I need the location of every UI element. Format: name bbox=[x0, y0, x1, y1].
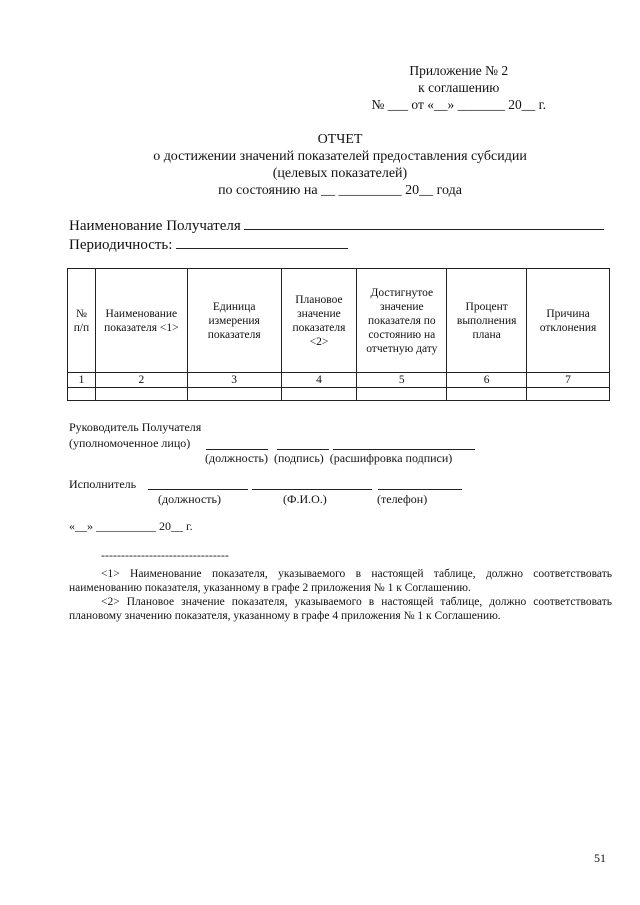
empty-cell bbox=[357, 388, 447, 401]
number-cell: 2 bbox=[95, 373, 187, 388]
table-header-row bbox=[68, 269, 610, 373]
header-cell: Достигнутое значение показателя по состоянию на отчетную дату bbox=[357, 269, 447, 373]
recipient-field bbox=[69, 216, 604, 235]
head-signature-line bbox=[277, 449, 329, 450]
empty-cell bbox=[281, 388, 357, 401]
recipient-underline bbox=[244, 216, 604, 230]
header-cell: Наименование показателя <1> bbox=[95, 269, 187, 373]
recipient-label: Наименование Получателя bbox=[69, 218, 241, 234]
number-cell: 7 bbox=[527, 373, 610, 388]
header-cell: Единица измерения показателя bbox=[187, 269, 281, 373]
appendix-line-1: Приложение № 2 bbox=[409, 63, 509, 78]
periodicity-label: Периодичность: bbox=[69, 237, 173, 253]
number-cell: 6 bbox=[447, 373, 527, 388]
date-line: «__» __________ 20__ г. bbox=[69, 519, 193, 533]
page-number: 51 bbox=[594, 851, 606, 865]
number-cell: 1 bbox=[68, 373, 96, 388]
footnote-2: <2> Плановое значение показателя, указываемого в настоящей таблице, должно соответствовать плановому значению показателя, указанному в графе 4 приложения № 1 к Соглашению. bbox=[69, 596, 612, 622]
title-line-2: о достижении значений показателей предоставления субсидии bbox=[153, 149, 527, 164]
periodicity-field bbox=[69, 235, 348, 254]
number-cell: 5 bbox=[357, 373, 447, 388]
header-cell: Плановое значение показателя <2> bbox=[281, 269, 357, 373]
table-empty-row bbox=[68, 388, 610, 401]
footnotes bbox=[69, 567, 612, 623]
number-cell: 3 bbox=[187, 373, 281, 388]
exec-name-line bbox=[252, 489, 372, 490]
head-label-1: Руководитель Получателя bbox=[69, 420, 202, 434]
header-cell: Причина отклонения bbox=[527, 269, 610, 373]
report-table bbox=[67, 268, 610, 401]
exec-position-caption: (должность) bbox=[158, 492, 221, 506]
periodicity-underline bbox=[176, 235, 348, 249]
table-number-row bbox=[68, 373, 610, 388]
empty-cell bbox=[527, 388, 610, 401]
exec-phone-line bbox=[378, 489, 462, 490]
head-decoding-line bbox=[333, 449, 475, 450]
appendix-line-3: № ___ от «__» _______ 20__ г. bbox=[371, 97, 546, 112]
empty-cell bbox=[447, 388, 527, 401]
executor-label: Исполнитель bbox=[69, 477, 137, 491]
appendix-line-2: к соглашению bbox=[418, 80, 500, 95]
title-line-3: (целевых показателей) bbox=[272, 166, 408, 181]
footnote-1: <1> Наименование показателя, указываемого в настоящей таблице, должно соответствовать наименованию показателя, указанному в графе 2 приложения № 1 к Соглашению. bbox=[69, 568, 612, 594]
empty-cell bbox=[187, 388, 281, 401]
empty-cell bbox=[68, 388, 96, 401]
exec-name-caption: (Ф.И.О.) bbox=[283, 492, 327, 506]
head-captions: (должность) (подпись) (расшифровка подписи) bbox=[205, 451, 453, 465]
header-cell: № п/п bbox=[68, 269, 96, 373]
footnote-separator: -------------------------------- bbox=[101, 548, 229, 562]
title-line-1: ОТЧЕТ bbox=[317, 132, 363, 147]
title-line-4: по состоянию на __ _________ 20__ года bbox=[218, 183, 462, 198]
header-cell: Процент выполнения плана bbox=[447, 269, 527, 373]
appendix-header bbox=[372, 62, 547, 113]
exec-phone-caption: (телефон) bbox=[377, 492, 428, 506]
number-cell: 4 bbox=[281, 373, 357, 388]
head-position-line bbox=[206, 449, 268, 450]
report-title bbox=[0, 131, 640, 199]
exec-position-line bbox=[148, 489, 248, 490]
empty-cell bbox=[95, 388, 187, 401]
head-label-2: (уполномоченное лицо) bbox=[69, 436, 191, 450]
